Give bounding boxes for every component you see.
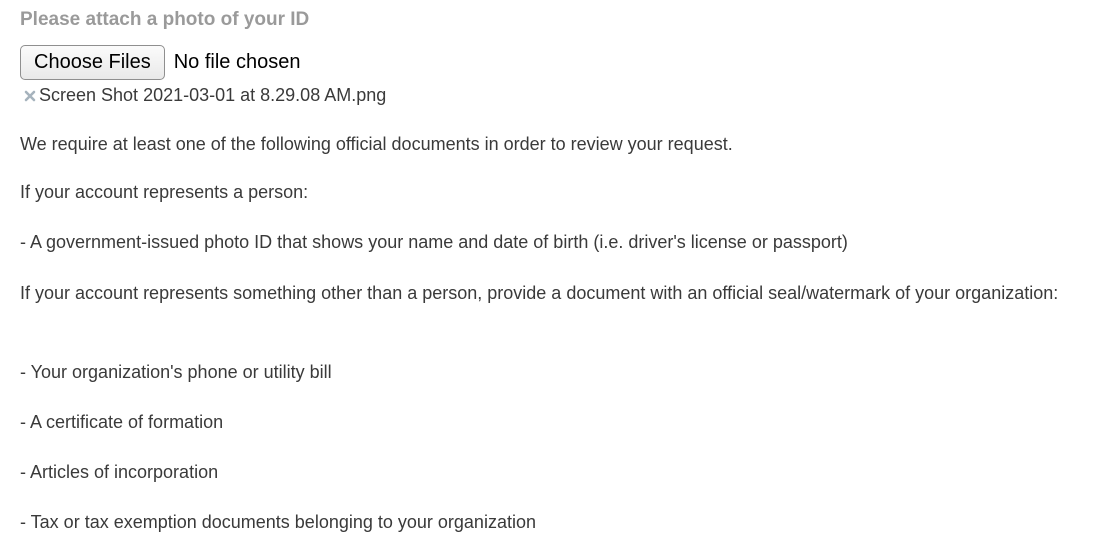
remove-attachment-icon[interactable] (23, 89, 37, 103)
file-input (20, 44, 300, 80)
person-heading: If your account represents a person: (20, 182, 309, 202)
choose-files-button[interactable]: Choose Files (20, 45, 165, 80)
person-doc-item: - A government-issued photo ID that shows your name and date of birth (i.e. driver's license or passport) (20, 232, 848, 252)
org-doc-item: - Tax or tax exemption documents belonging to your organization (20, 512, 536, 532)
attached-file (23, 85, 386, 106)
org-doc-item: - A certificate of formation (20, 412, 224, 432)
requirements-intro: We require at least one of the following official documents in order to review your request. (20, 134, 733, 154)
upload-label: Please attach a photo of your ID (20, 9, 310, 30)
organization-heading: If your account represents something other than a person, provide a document with an official seal/watermark of your organization: (20, 283, 1059, 303)
attached-file-name: Screen Shot 2021-03-01 at 8.29.08 AM.png (39, 85, 387, 105)
org-doc-item: - Articles of incorporation (20, 462, 219, 482)
org-doc-item: - Your organization's phone or utility bill (20, 362, 332, 382)
file-status-text: No file chosen (173, 50, 301, 73)
